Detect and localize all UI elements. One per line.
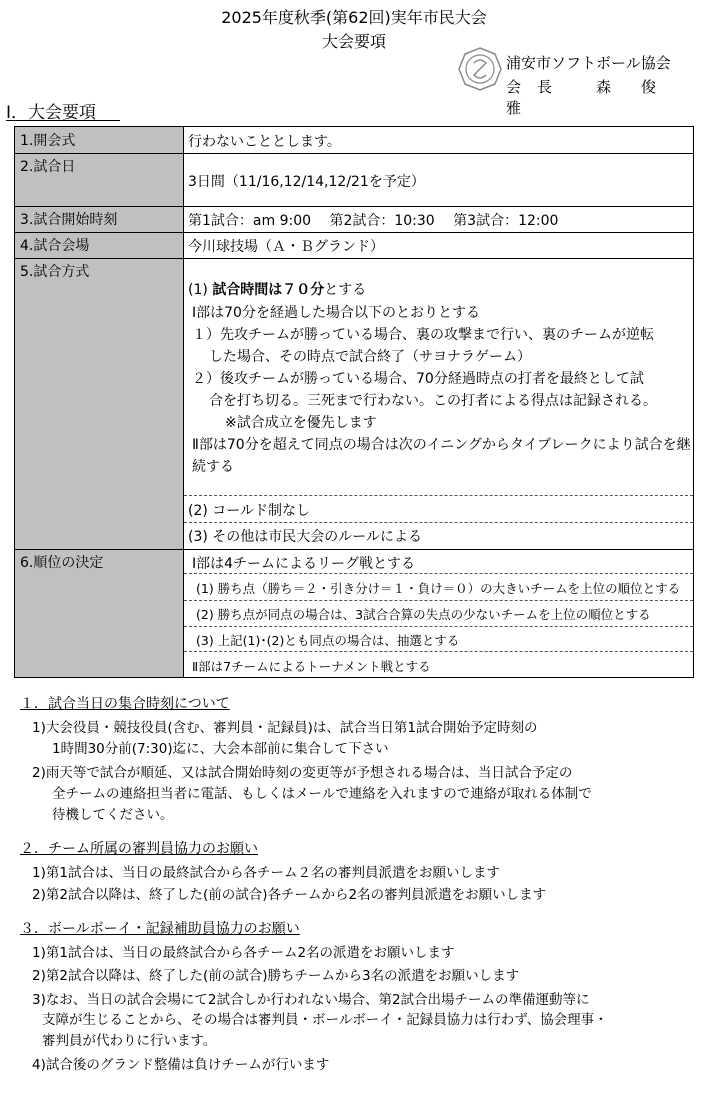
- format-line-9: 続する: [192, 459, 234, 475]
- note-1-item-2-line-1: 2)雨天等で試合が順延、又は試合開始時刻の変更等が予想される場合は、当日試合予定の: [32, 765, 573, 781]
- note-1-heading: １．試合当日の集合時刻について: [20, 696, 230, 712]
- format-line-11: (3) その他は市民大会のルールによる: [188, 529, 423, 545]
- dashed-divider: [184, 573, 693, 574]
- note-3-item-1: 1)第1試合は、当日の最終試合から各チーム2名の派遣をお願いします: [32, 945, 455, 961]
- dashed-divider: [184, 626, 693, 627]
- ranking-line-5: Ⅱ部は7チームによるトーナメント戦とする: [192, 659, 431, 674]
- document-subtitle: 大会要項: [321, 32, 386, 51]
- format-line-1-suffix: とする: [324, 282, 367, 298]
- label-days: 2.試合日: [15, 153, 184, 206]
- format-line-6: 合を打ち切る。三死まで行わない。この打者による得点は記録される。: [209, 393, 657, 409]
- note-3-item-4: 4)試合後のグランド整備は負けチームが行います: [32, 1057, 330, 1073]
- format-line-5: ２）後攻チームが勝っている場合、70分経過時点の打者を最終として試: [192, 371, 644, 387]
- format-line-1: [188, 279, 366, 299]
- label-start: 3.試合開始時刻: [15, 206, 184, 232]
- format-line-2: Ⅰ部は70分を経過した場合以下のとおりとする: [192, 305, 480, 321]
- format-line-7: ※試合成立を優先します: [225, 415, 377, 431]
- format-line-10: (2) コールド制なし: [188, 503, 311, 519]
- association-name: 浦安市ソフトボール協会: [506, 54, 671, 72]
- note-3-item-3-line-1: 3)なお、当日の試合会場にて2試合しか行われない場合、第2試合出場チームの準備運動等に: [32, 992, 590, 1008]
- president-role: 会長: [506, 78, 569, 96]
- row-divider: [15, 232, 693, 233]
- label-opening: 1.開会式: [15, 127, 184, 153]
- value-venue: 今川球技場（Ａ・Ｂグランド）: [188, 239, 384, 255]
- value-days: 3日間（11/16,12/14,12/21を予定）: [188, 174, 425, 190]
- ranking-line-2: (1) 勝ち点（勝ち＝２・引き分け＝１・負け＝０）の大きいチームを上位の順位とする: [196, 581, 681, 596]
- format-line-1-bold: 試合時間は７０分: [212, 282, 325, 298]
- label-venue: 4.試合会場: [15, 232, 184, 258]
- note-2-item-1: 1)第1試合は、当日の最終試合から各チーム２名の審判員派遣をお願いします: [32, 865, 500, 881]
- format-line-3: １）先攻チームが勝っている場合、裏の攻撃まで行い、裏のチームが逆転: [192, 327, 654, 343]
- format-line-1-prefix: (1): [188, 282, 213, 298]
- tournament-table: [14, 126, 694, 678]
- value-start: 第1試合：am 9:00 第2試合：10:30 第3試合：12:00: [188, 213, 559, 229]
- label-format: 5.試合方式: [15, 258, 184, 549]
- ranking-line-3: (2) 勝ち点が同点の場合は、3試合合算の失点の少ないチームを上位の順位とする: [196, 607, 651, 622]
- note-1-item-2-line-2: 全チームの連絡担当者に電話、もしくはメールで連絡を入れますので連絡が取れる体制で: [52, 786, 592, 802]
- dashed-divider: [184, 600, 693, 601]
- row-divider: [15, 549, 693, 550]
- association-seal-icon: [456, 45, 504, 93]
- format-line-8: Ⅱ部は70分を超えて同点の場合は次のイニングからタイブレークにより試合を継: [192, 437, 691, 453]
- note-1-item-2-line-3: 待機してください。: [52, 807, 174, 823]
- value-opening: 行わないこととします。: [188, 134, 341, 150]
- ranking-line-1: Ⅰ部は4チームによるリーグ戦とする: [192, 556, 416, 572]
- document-title: 2025年度秋季(第62回)実年市民大会: [221, 8, 487, 27]
- note-3-heading: ３．ボールボーイ・記録補助員協力のお願い: [20, 921, 300, 937]
- row-divider: [15, 206, 693, 207]
- row-divider: [15, 258, 693, 259]
- dashed-divider: [184, 495, 693, 496]
- dashed-divider: [184, 522, 693, 523]
- ranking-line-4: (3) 上記(1)･(2)とも同点の場合は、抽選とする: [196, 633, 460, 648]
- dashed-divider: [184, 651, 693, 652]
- note-1-item-1-line-1: 1)大会役員・競技役員(含む、審判員・記録員)は、試合当日第1試合開始予定時刻の: [32, 720, 538, 736]
- label-ranking: 6.順位の決定: [15, 549, 184, 677]
- section-heading: Ⅰ．大会要項: [6, 103, 97, 123]
- president-line: [506, 76, 708, 118]
- note-2-heading: ２．チーム所属の審判員協力のお願い: [20, 841, 258, 857]
- section-underline: [6, 120, 120, 121]
- row-divider: [15, 153, 693, 154]
- format-line-4: した場合、その時点で試合終了（サヨナラゲーム）: [209, 349, 531, 365]
- note-2-item-2: 2)第2試合以降は、終了した(前の試合)各チームから2名の審判員派遣をお願いします: [32, 887, 547, 903]
- note-3-item-2: 2)第2試合以降は、終了した(前の試合)勝ちチームから3名の派遣をお願いします: [32, 968, 520, 984]
- note-3-item-3-line-3: 審判員が代わりに行います。: [42, 1033, 217, 1049]
- note-1-item-1-line-2: 1時間30分前(7:30)迄に、大会本部前に集合して下さい: [52, 741, 389, 757]
- president-name: 森俊雅: [506, 78, 687, 117]
- note-3-item-3-line-2: 支障が生じることから、その場合は審判員・ボールボーイ・記録員協力は行わず、協会理事・: [42, 1012, 608, 1028]
